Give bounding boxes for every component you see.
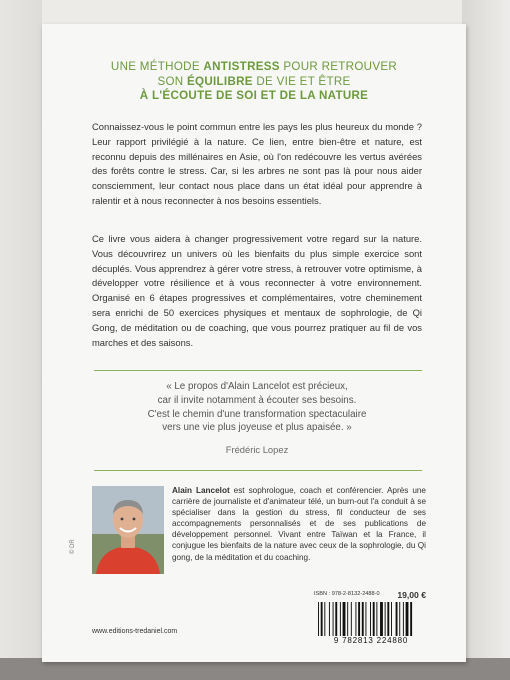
barcode-number: 9 782813 224880 <box>333 636 409 645</box>
barcode-bar <box>387 602 389 636</box>
publisher-website: www.editions-tredaniel.com <box>92 628 178 635</box>
book-back-cover <box>42 24 466 662</box>
quote-author: Frédéric Lopez <box>225 444 289 455</box>
barcode-bar <box>333 602 334 636</box>
divider-top <box>94 370 422 371</box>
divider-bottom <box>94 470 422 471</box>
headline-line-2: SON ÉQUILIBRE DE VIE ET ÊTRE <box>157 74 351 88</box>
testimonial-quote: « Le propos d'Alain Lancelot est précieux, car il invite notamment à écouter ses besoins. C'est le chemin d'une transformation spectaculaire vers une vie plus joyeuse et plus apaisée. » <box>147 381 367 434</box>
headline-line-3: À L'ÉCOUTE DE SOI ET DE LA NATURE <box>139 89 369 102</box>
barcode-bar <box>380 602 383 636</box>
headline <box>42 60 466 104</box>
barcode-bar <box>347 602 348 636</box>
barcode-bar <box>385 602 386 636</box>
barcode <box>316 602 426 636</box>
barcode-bar <box>406 602 409 636</box>
barcode-bar <box>391 602 392 636</box>
barcode-bar <box>399 602 400 636</box>
barcode-bar <box>358 602 360 636</box>
barcode-bar <box>376 602 377 636</box>
barcode-bar <box>318 602 319 636</box>
barcode-bar <box>365 602 366 636</box>
barcode-bar <box>321 602 323 636</box>
paragraph-intro: Connaissez-vous le point commun entre les pays les plus heureux du monde ? Leur rapport privilégié à la nature. Ce lien, entre bien-être et nature, est reconnu depuis des millénaires en Asie, où l'on redécouvre les vertus avérées des forêts contre le stress. Car, si les arbres ne sont pas là pour nous aider consciemment, leur contact nous place dans un état idéal pour apprendre à ralentir et à nous reconnecter à nos besoins essentiels. <box>92 121 422 206</box>
headline-line-1: UNE MÉTHODE ANTISTRESS POUR RETROUVER <box>110 60 398 73</box>
paragraph-description: Ce livre vous aidera à changer progressivement votre regard sur la nature. Vous découvrirez un univers où les bienfaits du plus simple exercice sont décuplés. Vous apprendrez à gérer votre stress, à retrouver votre optimisme, à développer votre résilience et à vous reconnecter à votre environnement. Organisé en 6 étapes progressives et complémentaires, votre cheminement sera enrichi de 50 exercices physiques et mentaux de sophrologie, de Qi Gong, de méditation ou de coaching, que vous pourrez pratiquer au fil de vos marches et des saisons. <box>92 233 422 348</box>
barcode-bar <box>324 602 325 636</box>
price: 19,00 € <box>397 590 426 600</box>
barcode-bar <box>355 602 356 636</box>
author-photo <box>92 486 164 574</box>
barcode-bar <box>373 602 375 636</box>
barcode-bar <box>351 602 352 636</box>
barcode-bar <box>340 602 341 636</box>
background-right <box>462 0 510 680</box>
barcode-bar <box>335 602 337 636</box>
isbn-label: ISBN : 978-2-8132-2488-0 <box>314 591 380 597</box>
barcode-bar <box>396 602 398 636</box>
photo-credit: © DR <box>70 539 76 554</box>
barcode-bar <box>362 602 364 636</box>
barcode-bar <box>329 602 330 636</box>
background-left <box>0 0 42 680</box>
author-bio: Alain Lancelot est sophrologue, coach et conférencier. Après une carrière de journaliste et d'animateur télé, un burn-out l'a conduit à se spécialiser dans la gestion du stress, fil conducteur de ses accompagnements personnalisés et de ses publications de développement personnel. Vivant entre Taïwan et la France, il conjugue les bienfaits de la nature avec ceux de la sophrologie, du Qi gong, de la méditation et du coaching. <box>172 486 426 562</box>
barcode-bar <box>370 602 371 636</box>
barcode-bar <box>343 602 346 636</box>
barcode-bar <box>403 602 404 636</box>
barcode-bar <box>410 602 412 636</box>
